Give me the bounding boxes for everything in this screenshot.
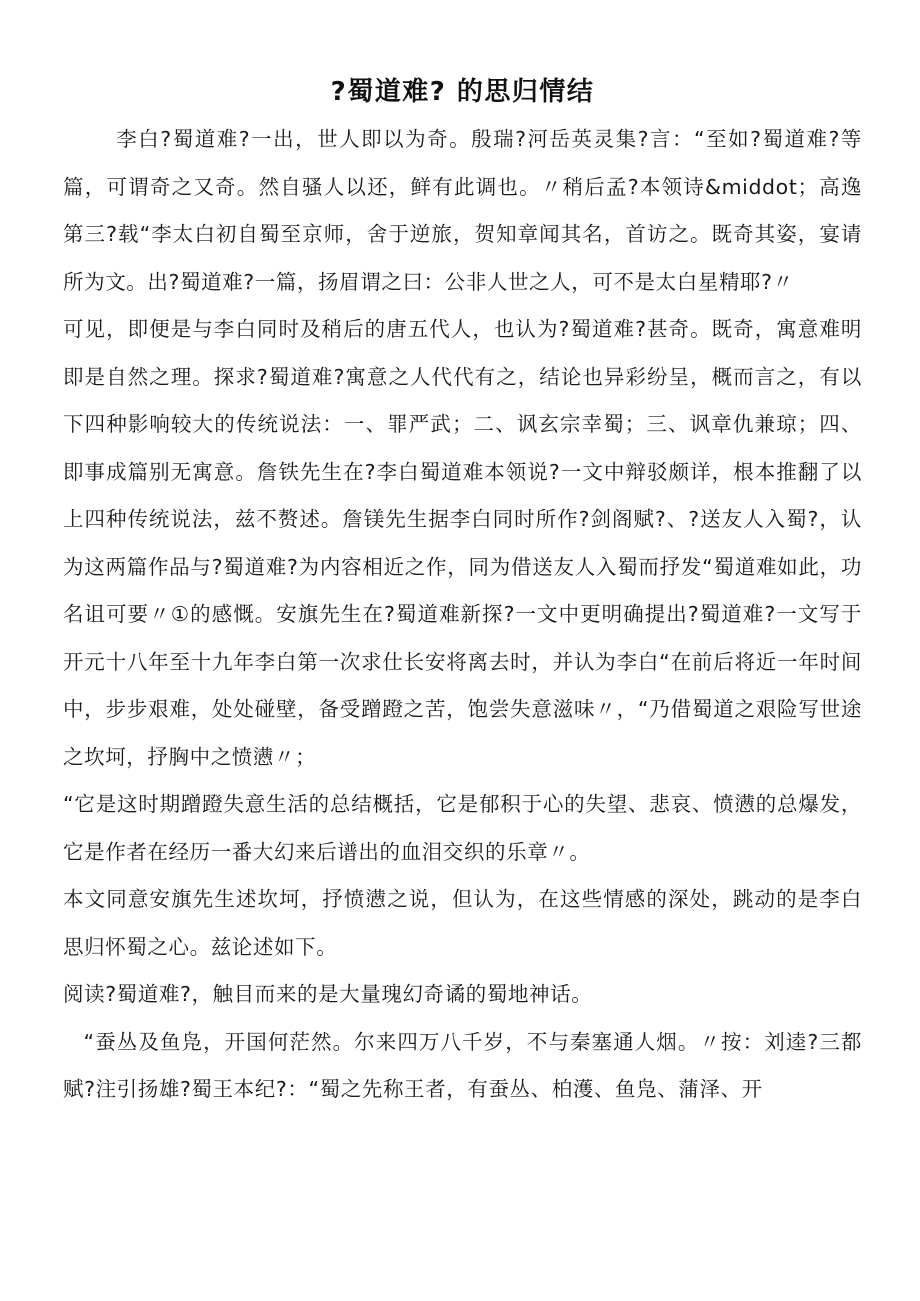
paragraph: 可见，即便是与李白同时及稍后的唐五代人，也认为?蜀道难?甚奇。既奇，寓意难明即是自然之理。探求?蜀道难?寓意之人代代有之，结论也异彩纷呈，概而言之，有以下四种影响较大的传统说法：一、罪严武；二、讽玄宗幸蜀；三、讽章仇兼琼；四、即事成篇别无寓意。詹铁先生在?李白蜀道难本领说?一文中辩驳颇详，根本推翻了以上四种传统说法，兹不赘述。詹镁先生据李白同时所作?剑阁赋?、?送友人入蜀?，认为这两篇作品与?蜀道难?为内容相近之作，同为借送友人入蜀而抒发“蜀道难如此，功名诅可要〃①的感慨。安旗先生在?蜀道难新探?一文中更明确提出?蜀道难?一文写于开元十八年至十九年李白第一次求仕长安将离去时，并认为李白“在前后将近一年时间中，步步艰难，处处碰壁，备受蹭蹬之苦，饱尝失意滋味〃，“乃借蜀道之艰险写世途之坎坷，抒胸中之愤懑〃； <box>63 317 862 769</box>
document-body <box>63 116 862 1114</box>
paragraph: 阅读?蜀道难?，触目而来的是大量瑰幻奇谲的蜀地神话。 <box>63 982 593 1006</box>
paragraph: “蚕丛及鱼凫，开国何茫然。尔来四万八千岁，不与秦塞通人烟。〃按：刘逵?三都赋?注引扬雄?蜀王本纪?：“蜀之先称王者，有蚕丛、柏濩、鱼凫、蒲泽、开 <box>63 1029 862 1101</box>
paragraph: “它是这时期蹭蹬失意生活的总结概括，它是郁积于心的失望、悲哀、愤懑的总爆发，它是作者在经历一番大幻来后谱出的血泪交织的乐章〃。 <box>63 792 862 864</box>
document-title: ?蜀道难? 的思归情结 <box>330 77 595 107</box>
paragraph: 本文同意安旗先生述坎坷，抒愤懑之说，但认为，在这些情感的深处，跳动的是李白思归怀蜀之心。兹论述如下。 <box>63 887 862 959</box>
paragraph: 李白?蜀道难?一出，世人即以为奇。殷瑞?河岳英灵集?言：“至如?蜀道难?等篇，可谓奇之又奇。然自骚人以还，鲜有此调也。〃稍后孟?本领诗&middot；高逸第三?载“李太白初自蜀至京师，舍于逆旅，贺知章闻其名，首访之。既奇其姿，宴请所为文。出?蜀道难?一篇，扬眉谓之曰：公非人世之人，可不是太白星精耶?〃 <box>63 127 862 294</box>
